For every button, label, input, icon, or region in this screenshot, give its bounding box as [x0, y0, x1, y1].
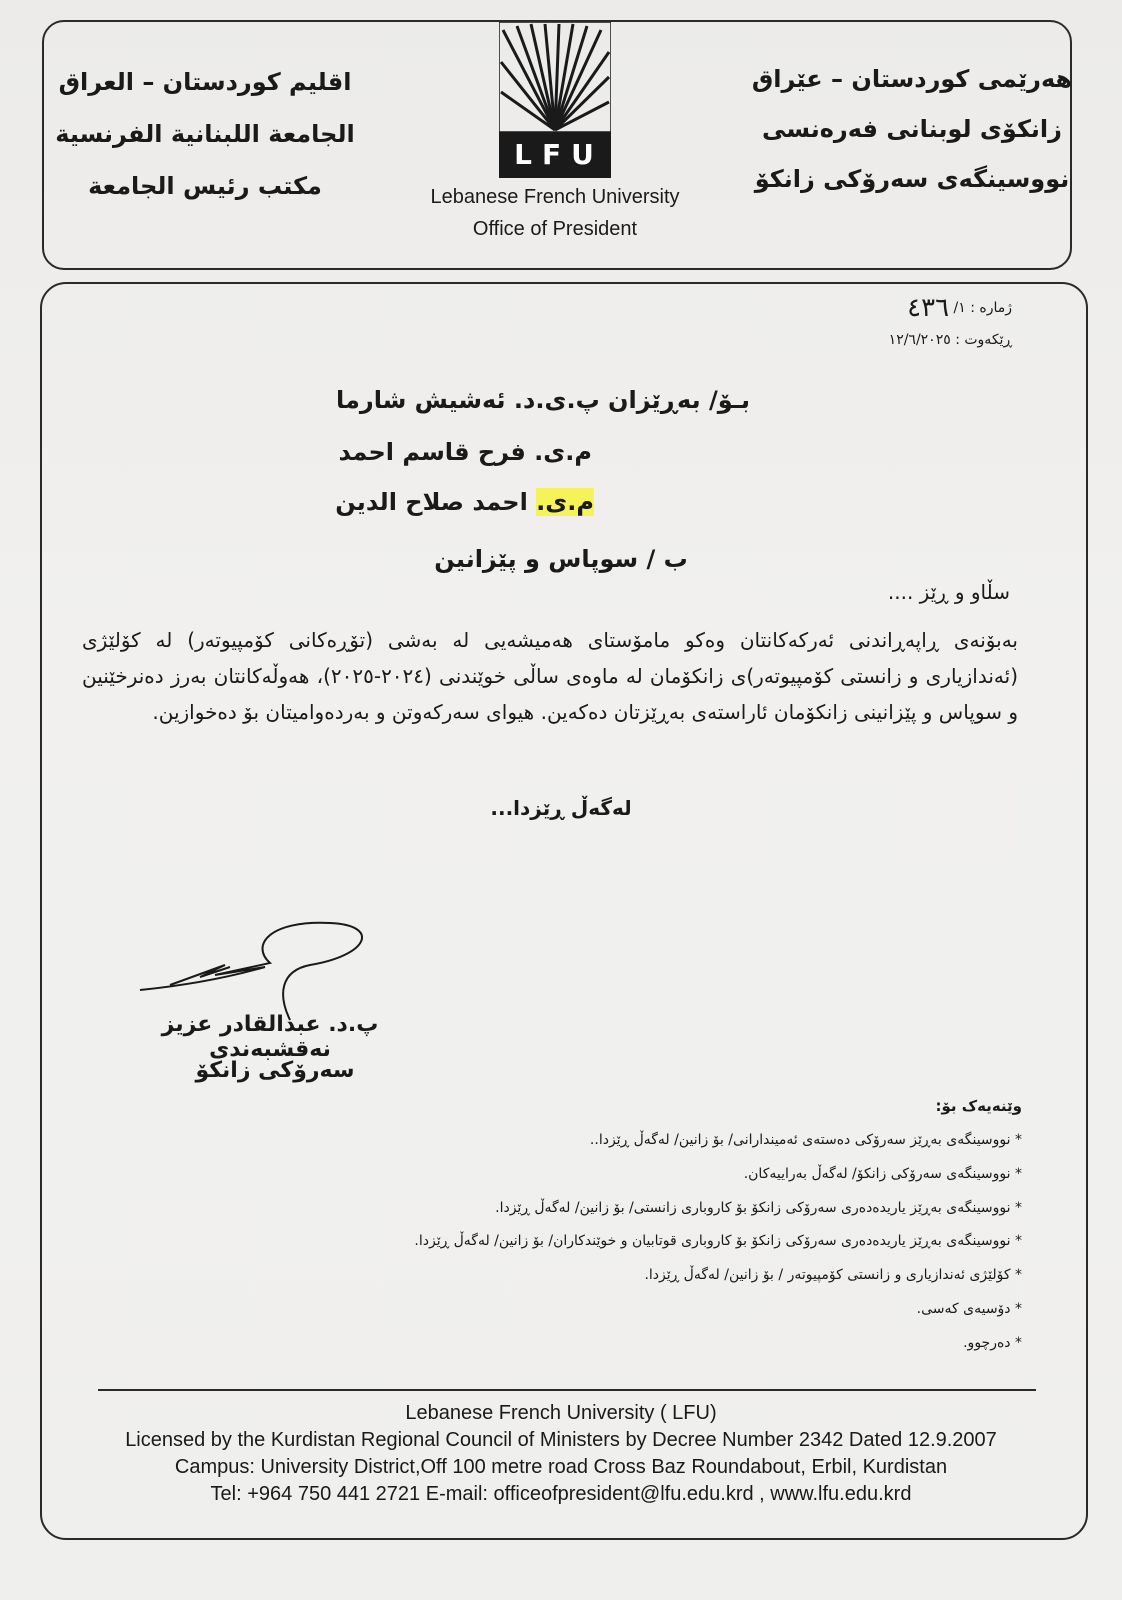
reference-date-value: ١٢/٦/٢٠٢٥	[888, 332, 951, 348]
cc-item: * نووسینگەی بەڕێز یاریدەدەری سەرۆکی زانکۆ بۆ کاروباری زانستی/ بۆ زانین/ لەگەڵ ڕێزدا.	[495, 1199, 1022, 1216]
footer-contact: Tel: +964 750 441 2721 E-mail: officeofpresident@lfu.edu.krd , www.lfu.edu.krd	[210, 1483, 912, 1505]
closing: لەگەڵ ڕێزدا...	[490, 796, 632, 820]
letterhead-kurdish	[742, 54, 1082, 204]
letter-body-text: بەبۆنەی ڕاپەڕاندنی ئەرکەکانتان وەکو مامۆستای هەمیشەیی لە بەشی (تۆڕەکانی کۆمپیوتەر) لە کۆلێژی (ئەندازیاری و زانستی کۆمپیوتەر)ی زانکۆمان لە ماوەی ساڵی خوێندنی (٢٠٢٤-٢٠٢٥)، هەوڵەکانتان بەرز دەنرخێنین و سوپاس و پێزانینی زانکۆمان ئاراستەی بەڕێزتان دەکەین. هیوای سەرکەوتن و بەردەوامیتان بۆ دەخوازین.	[82, 628, 1019, 724]
highlighted-title: م.ی.	[536, 488, 594, 516]
footer-line: Campus: University District,Off 100 metre road Cross Baz Roundabout, Erbil, Kurdistan	[174, 1456, 948, 1478]
recipient-name: احمد صلاح الدين	[335, 488, 537, 516]
footer	[0, 1400, 1122, 1508]
recipient-line-3	[335, 488, 594, 516]
footer-line: Lebanese French University ( LFU)	[405, 1402, 717, 1424]
office-name-en: Office of President	[472, 218, 638, 240]
letterhead-arabic-line: الجامعة اللبنانية الفرنسية	[55, 120, 355, 148]
letterhead-arabic	[40, 56, 370, 212]
signatory-title: سەرۆکی زانکۆ	[195, 1058, 355, 1083]
greeting: سڵاو و ڕێز ....	[887, 580, 1010, 604]
recipient-line-1: بـۆ/ بەڕێزان پ.ی.د. ئەشیش شارما	[336, 386, 750, 414]
cc-item: * نووسینگەی بەڕێز سەرۆکی دەستەی ئەمیندارانی/ بۆ زانین/ لەگەڵ ڕێزدا..	[589, 1132, 1022, 1148]
logo-wordmark: LFU	[499, 132, 611, 178]
reference-block	[889, 292, 1012, 356]
reference-number-value: ٤٣٦	[907, 293, 950, 323]
cc-item: * دەرچوو.	[963, 1334, 1022, 1351]
cc-item: * کۆلێژی ئەندازیاری و زانستی کۆمپیوتەر / بۆ زانین/ لەگەڵ ڕێزدا.	[644, 1267, 1022, 1284]
letterhead-kurdish-line: هەرێمی کوردستان – عێراق	[751, 65, 1073, 93]
cc-list	[222, 1124, 1022, 1361]
letterhead-arabic-line: مكتب رئيس الجامعة	[88, 172, 322, 200]
cc-item: * نووسینگەی بەڕێز یاریدەدەری سەرۆکی زانکۆ بۆ کاروباری قوتابیان و خوێندکاران/ بۆ زانین/ لەگەڵ ڕێزدا.	[414, 1233, 1022, 1250]
footer-line: Licensed by the Kurdistan Regional Council of Ministers by Decree Number 2342 Dated 12.9.2007	[125, 1429, 997, 1451]
reference-number	[889, 292, 1012, 324]
letterhead-kurdish-line: نووسینگەی سەرۆکی زانکۆ	[754, 165, 1070, 193]
letterhead-arabic-line: اقليم كوردستان – العراق	[58, 68, 352, 96]
sun-rays-icon	[499, 22, 611, 132]
footer-divider	[98, 1389, 1036, 1391]
letter-subject: ب / سوپاس و پێزانین	[434, 545, 688, 573]
reference-number-prefix: ١/	[953, 300, 966, 316]
reference-date-label: ڕێکەوت :	[955, 332, 1012, 348]
cc-title: وێنەیەک بۆ:	[935, 1097, 1022, 1115]
reference-date	[889, 324, 1012, 356]
recipient-line-2: م.ی. فرح قاسم احمد	[338, 438, 592, 466]
university-name-en: Lebanese French University	[430, 186, 680, 208]
letterhead-kurdish-line: زانکۆی لوبنانی فەرەنسی	[762, 115, 1062, 143]
cc-item: * دۆسیەی کەسی.	[916, 1300, 1022, 1317]
university-logo	[405, 22, 705, 242]
signatory-name: پ.د. عبدالقادر عزیز نەقشبەندی	[161, 1012, 379, 1062]
cc-item: * نووسینگەی سەرۆکی زانکۆ/ لەگەڵ بەراییەکان.	[743, 1165, 1022, 1182]
reference-number-label: ژمارە :	[970, 300, 1012, 316]
